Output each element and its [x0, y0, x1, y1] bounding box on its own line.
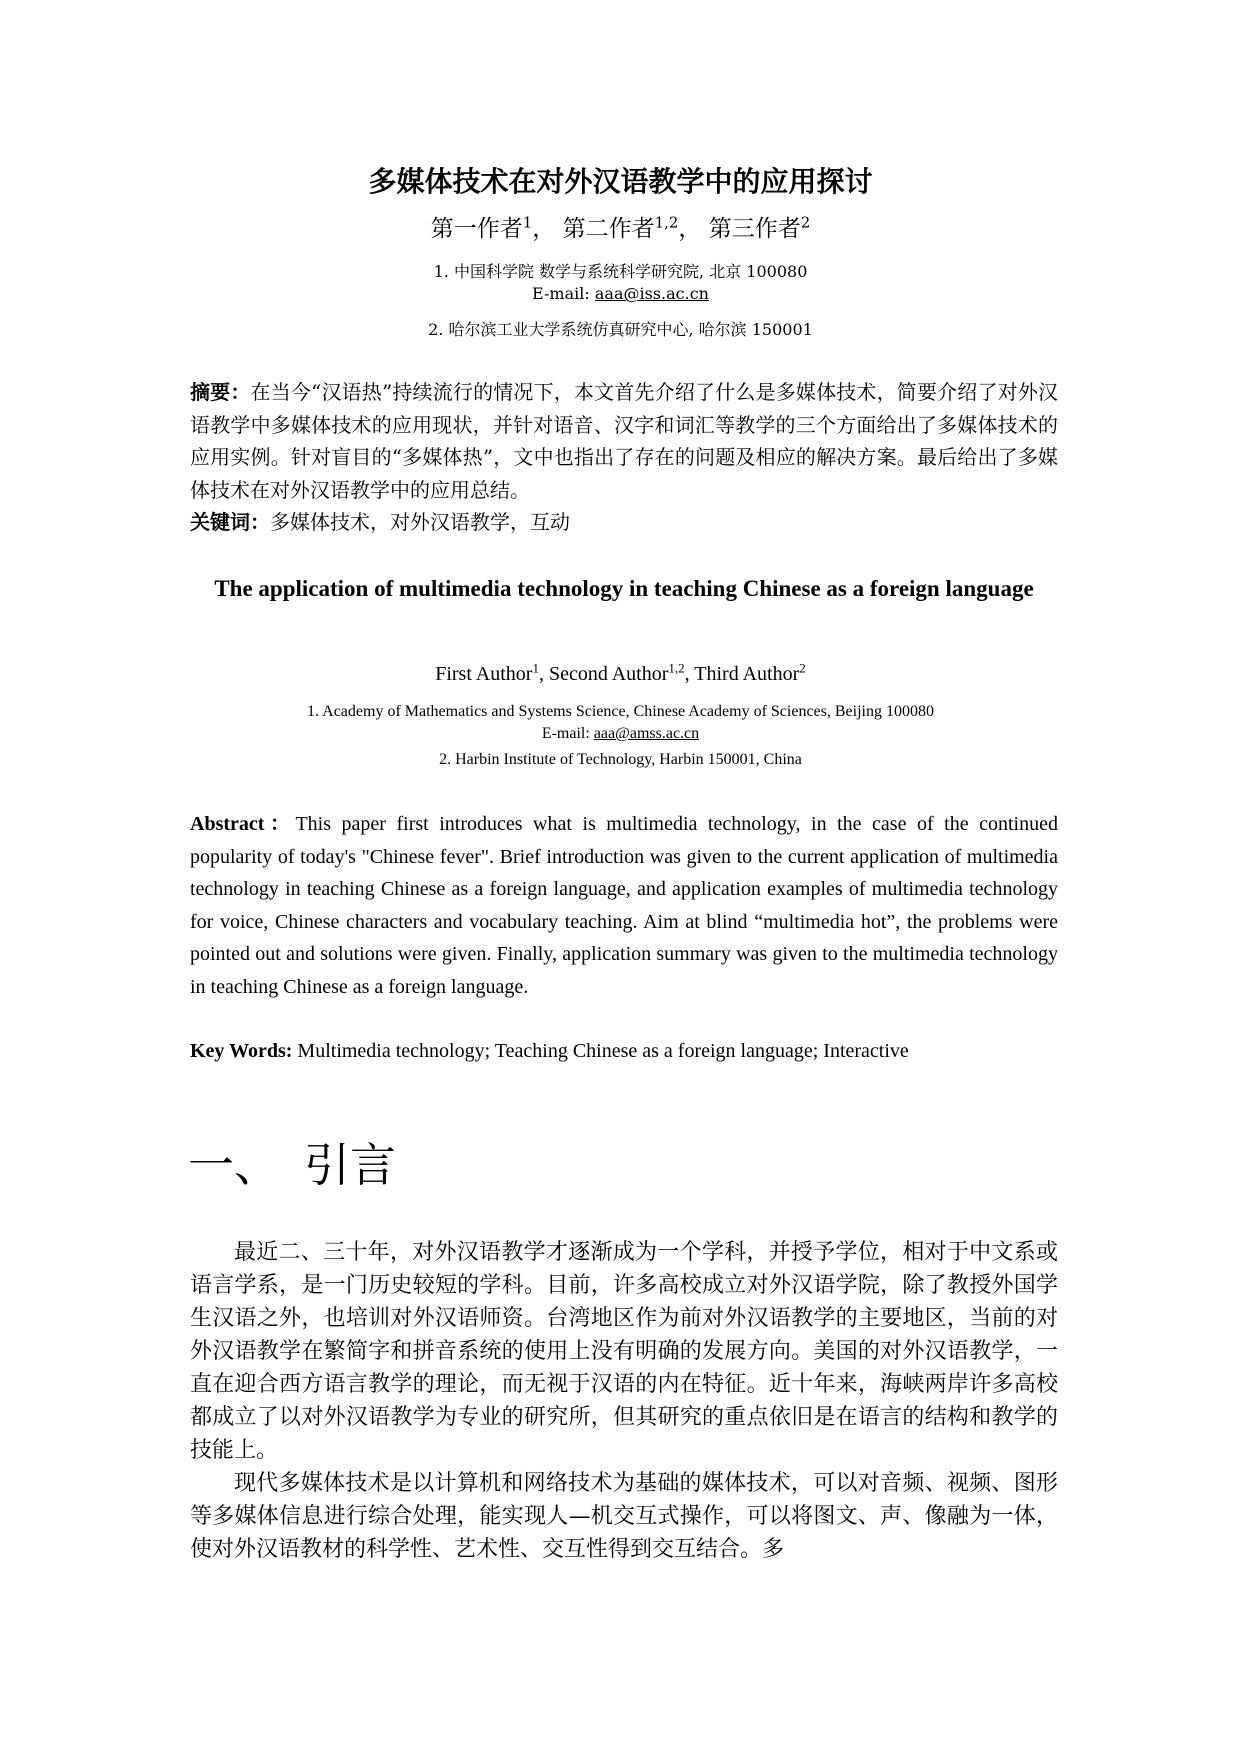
chinese-title: 多媒体技术在对外汉语教学中的应用探讨: [368, 165, 873, 198]
keywords-text: 多媒体技术，对外汉语教学，互动: [270, 510, 570, 534]
keywords-label: 关键词：: [190, 510, 270, 534]
author-name: Second Author: [548, 663, 669, 685]
abstract-text: This paper first introduces what is multimedia technology, in the case of the continued popularity of today's "Chinese fever". Brief introduction was given to the current application of multimedia technology in teaching Chinese as a foreign language, and application examples of multimedia technology for voice, Chinese characters and vocabulary teaching. Aim at blind “multimedia hot”, the problems were pointed out and solutions were given. Finally, application summary was given to the multimedia technology in teaching Chinese as a foreign language.: [190, 813, 1058, 998]
body-paragraph: 最近二、三十年，对外汉语教学才逐渐成为一个学科，并授予学位，相对于中文系或语言学系，是一门历史较短的学科。目前，许多高校成立对外汉语学院，除了教授外国学生汉语之外，也培训对外汉语师资。台湾地区作为前对外汉语教学的主要地区，当前的对外汉语教学在繁简字和拼音系统的使用上没有明确的发展方向。美国的对外汉语教学，一直在迎合西方语言教学的理论，而无视于汉语的内在特征。近十年来，海峡两岸许多高校都成立了以对外汉语教学为专业的研究所，但其研究的重点依旧是在语言的结构和教学的技能上。: [190, 1240, 1058, 1463]
section-title: 引言: [304, 1138, 396, 1192]
author-separator: ，: [678, 216, 702, 242]
body-paragraph: 现代多媒体技术是以计算机和网络技术为基础的媒体技术，可以对音频、视频、图形等多媒体信息进行综合处理，能实现人—机交互式操作，可以将图文、声、像融为一体，使对外汉语教材的科学性、艺术性、交互性得到交互结合。多: [190, 1471, 1058, 1562]
keywords-text: Multimedia technology; Teaching Chinese as a foreign language; Interactive: [292, 1040, 909, 1062]
keywords-label: Key Words:: [190, 1040, 293, 1062]
author-separator: ，: [532, 216, 556, 242]
author-affiliation-mark: 1: [522, 213, 533, 232]
email-link[interactable]: aaa@amss.ac.cn: [593, 725, 700, 742]
body-text: [190, 1236, 1058, 1566]
section-heading: [188, 1135, 396, 1195]
author-name: Third Author: [694, 663, 800, 685]
author-name: 第二作者: [562, 216, 655, 242]
chinese-email-line: [0, 284, 1241, 304]
author-name: 第三作者: [708, 216, 801, 242]
author-separator: ,: [538, 663, 549, 685]
chinese-affiliation-2: 2. 哈尔滨工业大学系统仿真研究中心, 哈尔滨 150001: [428, 320, 813, 339]
english-email-line: [0, 724, 1241, 744]
email-label: E-mail:: [532, 284, 595, 303]
author-affiliation-mark: 1: [532, 660, 539, 676]
english-affiliation-1: 1. Academy of Mathematics and Systems Science, Chinese Academy of Sciences, Beijing 100080: [307, 703, 934, 720]
chinese-affiliation-1: 1. 中国科学院 数学与系统科学研究院, 北京 100080: [433, 262, 808, 281]
author-affiliation-mark: 1,2: [668, 660, 685, 676]
chinese-keywords: [190, 506, 570, 538]
english-affiliation-2: 2. Harbin Institute of Technology, Harbin 150001, China: [439, 751, 802, 768]
chinese-abstract: [190, 376, 1058, 506]
email-label: E-mail:: [541, 725, 594, 742]
author-separator: ,: [684, 663, 695, 685]
author-affiliation-mark: 1,2: [654, 213, 679, 232]
english-keywords: [190, 1037, 909, 1065]
english-abstract: [190, 808, 1058, 1003]
chinese-author-line: [0, 214, 1241, 244]
section-number: 一、: [188, 1138, 280, 1192]
author-name: First Author: [435, 663, 533, 685]
english-author-line: [0, 660, 1241, 688]
email-link[interactable]: aaa@iss.ac.cn: [594, 284, 709, 303]
abstract-label: 摘要：: [190, 380, 251, 404]
author-name: 第一作者: [430, 216, 523, 242]
english-title: The application of multimedia technology in teaching Chinese as a foreign language: [214, 576, 1034, 601]
author-affiliation-mark: 2: [799, 660, 806, 676]
abstract-label: Abstract：: [190, 813, 296, 835]
author-affiliation-mark: 2: [800, 213, 811, 232]
abstract-text: 在当今“汉语热”持续流行的情况下，本文首先介绍了什么是多媒体技术，简要介绍了对外汉语教学中多媒体技术的应用现状，并针对语音、汉字和词汇等教学的三个方面给出了多媒体技术的应用实例。针对盲目的“多媒体热”，文中也指出了存在的问题及相应的解决方案。最后给出了多媒体技术在对外汉语教学中的应用总结。: [190, 380, 1059, 502]
